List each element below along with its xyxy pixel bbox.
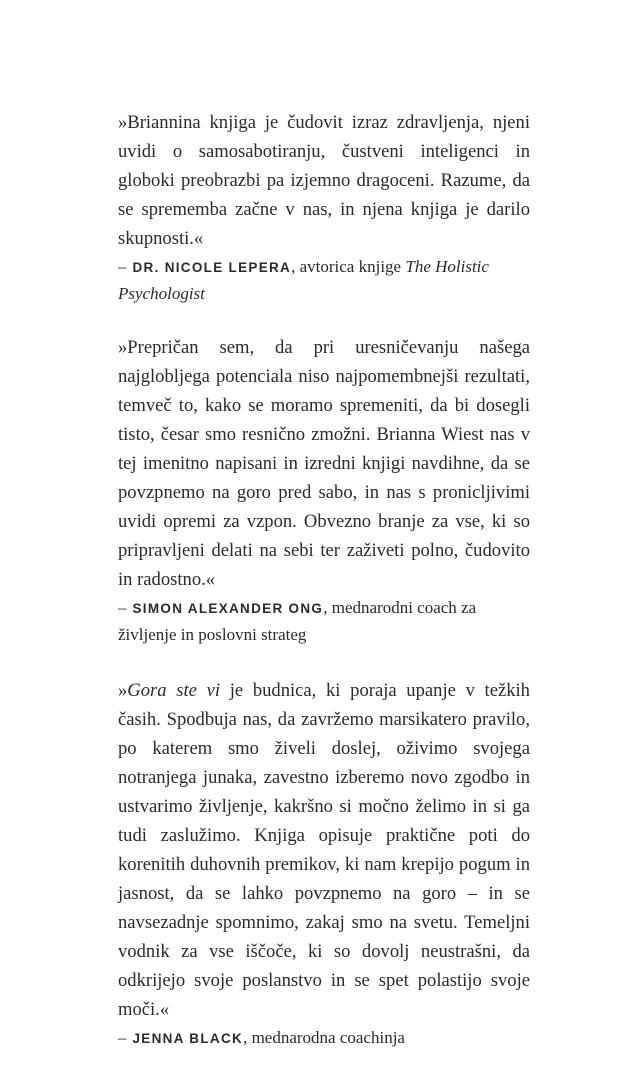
endorsement-1 [118,108,530,307]
endorser-role: , mednarodna coachinja [243,1028,405,1047]
endorser-role: , mednarodni coach za življenje in poslovni strateg [118,598,477,644]
endorser-role: , avtorica knjige [291,257,406,276]
endorsement-attribution [118,254,530,307]
endorsement-2 [118,333,530,648]
endorsement-quote [118,676,530,1024]
attribution-dash: – [118,1028,127,1047]
endorsement-3 [118,676,530,1052]
endorser-name: SIMON ALEXANDER ONG [132,601,324,616]
endorsements-page [118,108,530,1078]
endorser-name: JENNA BLACK [132,1031,244,1046]
endorsement-quote: »Prepričan sem, da pri uresničevanju našega najglobljega potenciala niso najpomembnejši rezultati, temveč to, kako se moramo spremeniti, da bi dosegli tisto, česar smo resnično zmožni. Brianna Wiest nas v tej imenitno napisani in izredni knjigi navdihne, da se povzpnemo na goro pred sabo, in nas s pronicljivimi uvidi opremi za vzpon. Obvezno branje za vse, ki so pripravljeni delati na sebi ter zaživeti polno, čudovito in radostno.« [118,337,530,590]
endorsement-attribution [118,1025,530,1052]
quote-open-mark: » [118,680,128,701]
endorsement-attribution [118,595,530,648]
endorsement-quote: »Briannina knjiga je čudovit izraz zdravljenja, njeni uvidi o samosabotiranju, čustveni inteligenci in globoki preobrazbi pa izjemno dragoceni. Razume, da se sprememba začne v nas, in njena knjiga je darilo skupnosti.« [118,112,530,249]
book-title: Gora ste vi [127,680,221,701]
quote-text: je budnica, ki poraja upanje v težkih časih. Spodbuja nas, da zavržemo marsikatero pravilo, po katerem smo živeli doslej, oživimo svojega notranjega junaka, zavestno izberemo novo zgodbo in ustvarimo življenje, kakršno si močno želimo in si ga tudi zaslužimo. Knjiga opisuje praktične poti do korenitih duhovnih premikov, ki nam krepijo pogum in jasnost, da se lahko povzpnemo na goro – in se navsezadnje spomnimo, zakaj smo na svetu. Temeljni vodnik za vse iščoče, ki so dovolj neustrašni, da odkrijejo svoje poslanstvo in se spet polastijo svoje moči.« [118,680,530,1020]
endorser-name: DR. NICOLE LEPERA [132,260,292,275]
attribution-dash: – [118,257,127,276]
attribution-dash: – [118,598,127,617]
book-title: The Holistic Psychologist [118,257,489,303]
